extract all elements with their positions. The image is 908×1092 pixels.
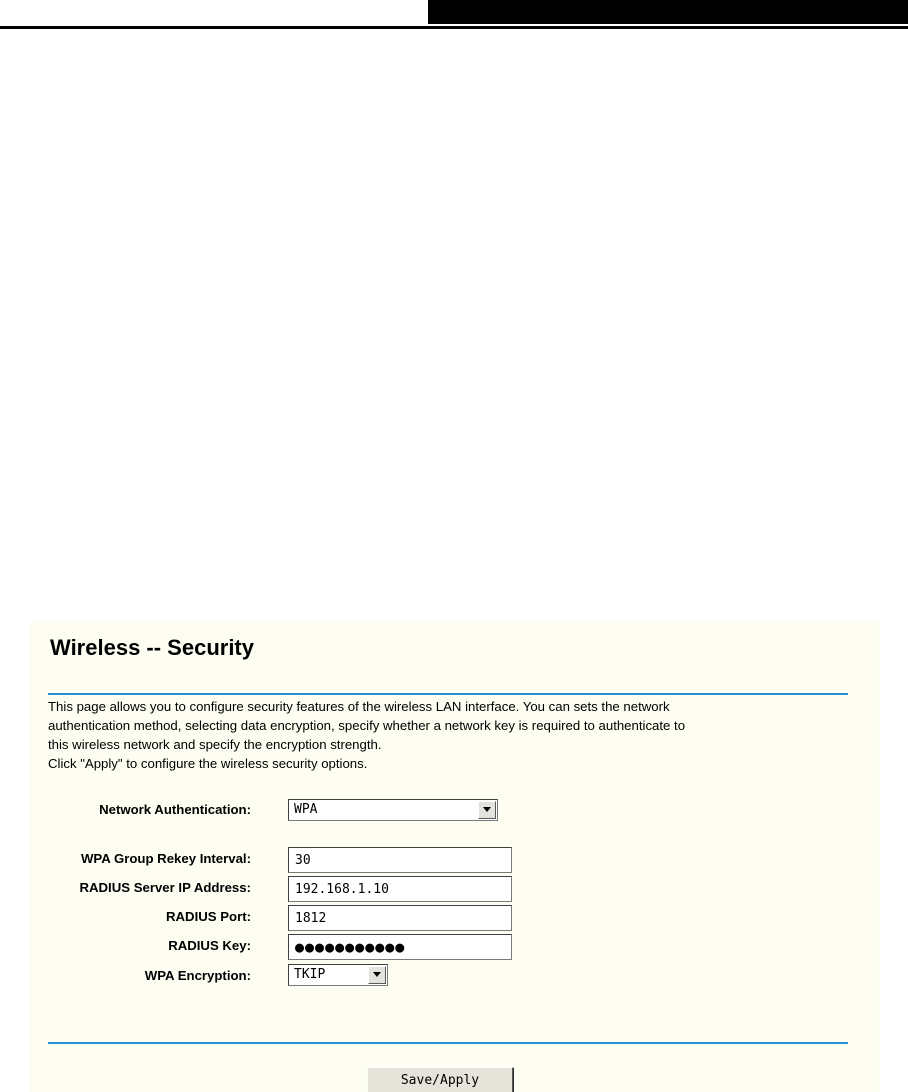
document-header-rule — [0, 26, 908, 29]
description-line: Click "Apply" to configure the wireless security options. — [48, 756, 368, 771]
network-authentication-label: Network Authentication: — [99, 802, 251, 817]
bottom-divider — [48, 1042, 848, 1044]
network-authentication-value: WPA — [294, 802, 318, 817]
radius-key-row — [30, 934, 879, 958]
description-line: this wireless network and specify the encryption strength. — [48, 737, 382, 752]
chevron-down-icon[interactable] — [478, 801, 496, 819]
save-apply-button[interactable]: Save/Apply — [367, 1067, 513, 1092]
page-description — [48, 697, 848, 773]
radius-key-input[interactable] — [288, 934, 512, 960]
document-header-bar — [428, 0, 908, 24]
top-divider — [48, 693, 848, 695]
chevron-down-icon[interactable] — [368, 966, 386, 984]
radius-server-ip-label: RADIUS Server IP Address: — [79, 880, 251, 895]
radius-port-row — [30, 905, 879, 929]
wpa-encryption-label: WPA Encryption: — [144, 968, 251, 983]
rekey-interval-row — [30, 847, 879, 871]
description-line: This page allows you to configure security features of the wireless LAN interface. You can sets the network — [48, 699, 670, 714]
rekey-interval-input[interactable] — [288, 847, 512, 873]
network-authentication-row — [30, 799, 879, 823]
wpa-encryption-row — [30, 964, 879, 988]
radius-port-label: RADIUS Port: — [166, 909, 251, 924]
wpa-encryption-select[interactable] — [288, 964, 388, 986]
wireless-security-panel — [30, 621, 879, 1092]
page-title: Wireless -- Security — [50, 635, 254, 660]
description-line: authentication method, selecting data encryption, specify whether a network key is required to authenticate to — [48, 718, 686, 733]
radius-key-label: RADIUS Key: — [168, 938, 251, 953]
radius-server-ip-input[interactable] — [288, 876, 512, 902]
wpa-encryption-value: TKIP — [294, 967, 326, 982]
radius-server-ip-row — [30, 876, 879, 900]
radius-port-input[interactable] — [288, 905, 512, 931]
network-authentication-select[interactable] — [288, 799, 498, 821]
rekey-interval-label: WPA Group Rekey Interval: — [80, 851, 251, 866]
